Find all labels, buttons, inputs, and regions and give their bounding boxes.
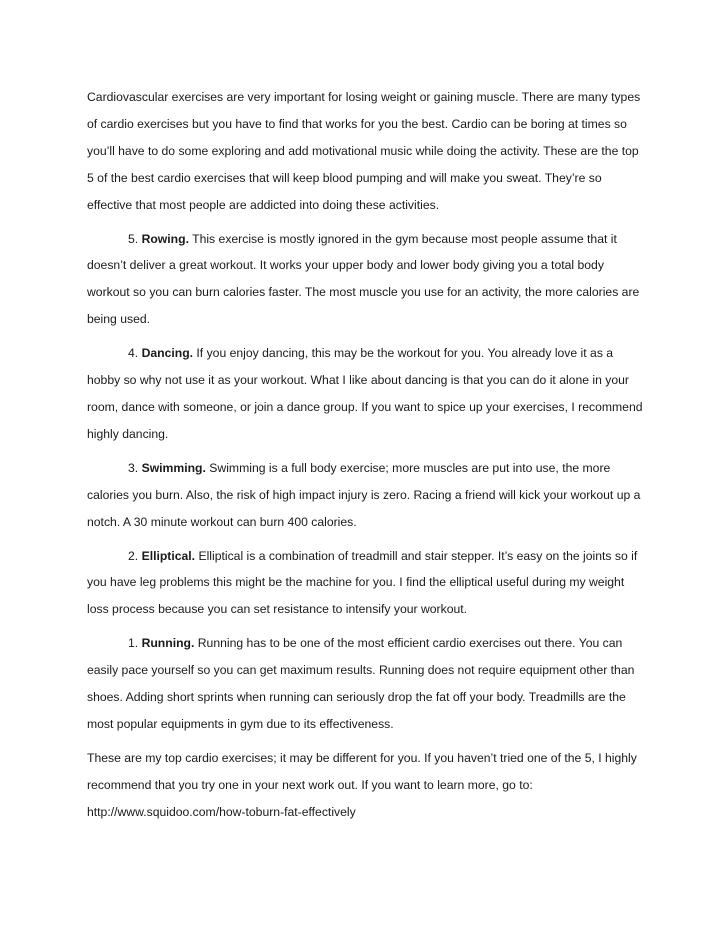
- item-number: 5.: [128, 231, 139, 246]
- conclusion-text: These are my top cardio exercises; it may be different for you. If you haven’t tried one of the 5, I highly recommend that you try one in your next work out. If you want to learn more, go to:: [87, 750, 637, 792]
- list-item-elliptical: [87, 543, 647, 624]
- item-title: Elliptical.: [141, 548, 196, 563]
- item-title: Rowing.: [141, 231, 189, 246]
- item-title: Running.: [141, 636, 195, 651]
- item-text: If you enjoy dancing, this may be the workout for you. You already love it as a hobby so why not use it as your workout. What I like about dancing is that you can do it alone in your room, dance with someone, or join a dance group. If you want to spice up your exercises, I recommend highly dancing.: [87, 346, 643, 441]
- item-text: Swimming is a full body exercise; more muscles are put into use, the more calories you burn. Also, the risk of high impact injury is zero. Racing a friend will kick your workout up a notch. A 30 minute workout can burn 400 calories.: [87, 460, 641, 529]
- conclusion-paragraph: [87, 745, 647, 826]
- item-number: 3.: [128, 460, 139, 475]
- intro-paragraph: Cardiovascular exercises are very important for losing weight or gaining muscle. There are many types of cardio exercises but you have to find that works for you the best. Cardio can be boring at times so you’ll have to do some exploring and add motivational music while doing the activity. These are the top 5 of the best cardio exercises that will keep blood pumping and will make you sweat. They’re so effective that most people are addicted into doing these activities.: [87, 90, 641, 212]
- document-body: [87, 84, 647, 833]
- item-number: 1.: [128, 636, 139, 651]
- item-number: 4.: [128, 346, 139, 361]
- item-text: This exercise is mostly ignored in the gym because most people assume that it doesn’t deliver a great workout. It works your upper body and lower body giving you a total body workout so you can burn calories faster. The most muscle you use for an activity, the more calories are being used.: [87, 231, 640, 327]
- item-number: 2.: [128, 548, 139, 563]
- list-item-running: [87, 630, 647, 738]
- list-item-dancing: [87, 340, 647, 448]
- item-title: Dancing.: [141, 346, 194, 361]
- item-text: Elliptical is a combination of treadmill and stair stepper. It’s easy on the joints so if you have leg problems this might be the machine for you. I find the elliptical useful during my weight loss process because you can set resistance to intensify your workout.: [87, 548, 638, 617]
- item-title: Swimming.: [141, 460, 206, 475]
- list-item-swimming: [87, 455, 647, 536]
- list-item-rowing: [87, 226, 647, 334]
- item-text: Running has to be one of the most efficient cardio exercises out there. You can easily pace yourself so you can get maximum results. Running does not require equipment other than shoes. Adding short sprints when running can seriously drop the fat off your body. Treadmills are the most popular equipments in gym due to its effectiveness.: [87, 636, 635, 731]
- reference-link[interactable]: http://www.squidoo.com/how-toburn-fat-effectively: [87, 804, 356, 819]
